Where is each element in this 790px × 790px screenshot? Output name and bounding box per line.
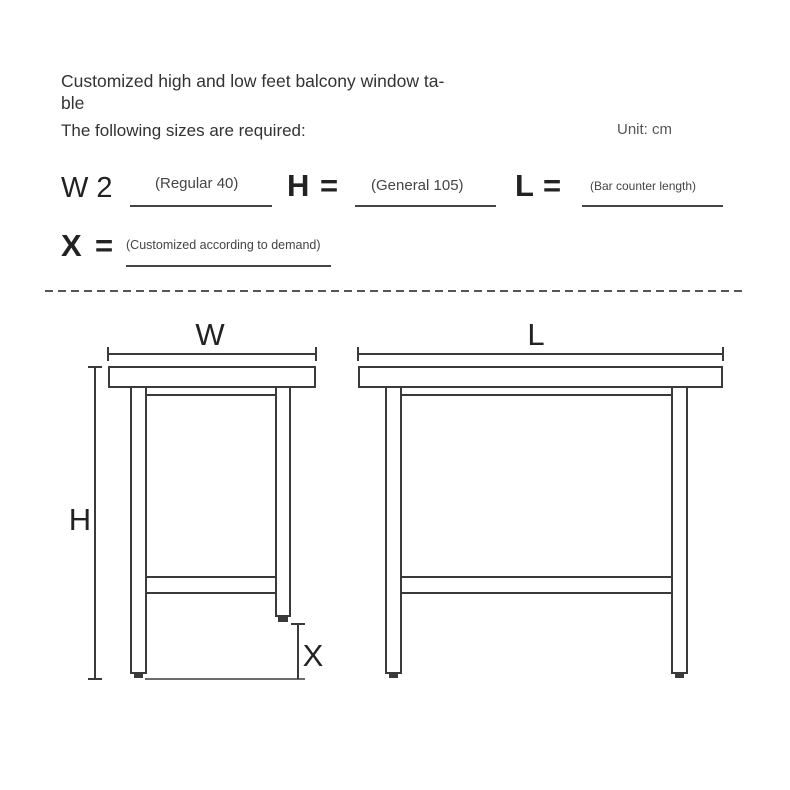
- front-leg-left: [386, 387, 401, 673]
- unit-label: Unit: cm: [617, 121, 673, 138]
- l-dimension-label: L: [527, 317, 545, 352]
- side-feet: [134, 616, 288, 678]
- required-sizes-label: The following sizes are required:: [61, 121, 306, 140]
- h-dimension-label: H: [68, 502, 92, 537]
- h-equals-sign: =: [320, 168, 339, 203]
- front-feet: [389, 673, 684, 678]
- h-field-hint: (General 105): [371, 177, 464, 194]
- side-leg-right: [276, 387, 290, 616]
- x-equals-sign: =: [95, 228, 114, 263]
- w-dimension-label: W: [195, 317, 225, 352]
- front-upper-rail: [401, 387, 672, 395]
- l-field-label: L: [515, 168, 534, 203]
- x-field-label: X: [61, 228, 82, 263]
- page-title: Customized high and low feet balcony window ta- ble: [61, 71, 445, 113]
- side-leg-left: [131, 387, 146, 673]
- front-lower-rail: [401, 577, 672, 593]
- side-tabletop: [109, 367, 315, 387]
- front-tabletop: [359, 367, 722, 387]
- x-dimension-label: X: [302, 638, 324, 673]
- x-field-hint: (Customized according to demand): [126, 238, 321, 252]
- side-view: [88, 347, 316, 679]
- l-field-hint: (Bar counter length): [590, 179, 697, 193]
- w-field-label: W 2: [61, 172, 113, 204]
- front-view: [358, 347, 723, 673]
- w-field-hint: (Regular 40): [155, 175, 239, 192]
- side-upper-rail: [146, 387, 276, 395]
- l-equals-sign: =: [543, 168, 562, 203]
- side-lower-rail: [146, 577, 276, 593]
- front-leg-right: [672, 387, 687, 673]
- h-field-label: H: [287, 168, 310, 203]
